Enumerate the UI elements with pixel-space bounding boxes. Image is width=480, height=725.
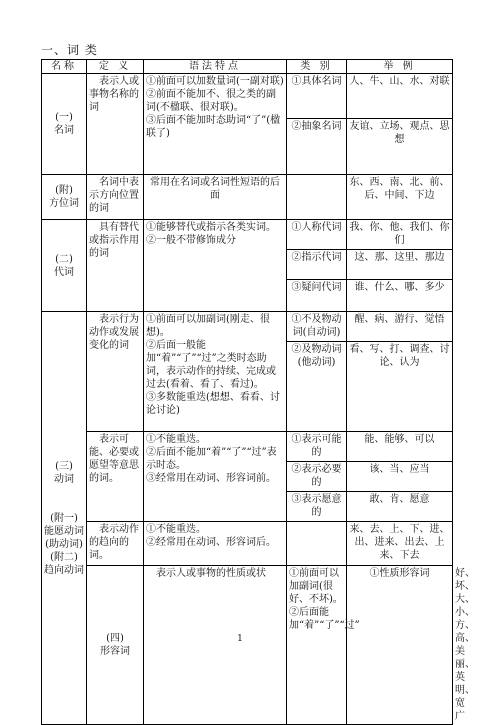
adjective-category-1: ①性质形容词: [347, 566, 453, 725]
pronoun-category-2: ②指示代词: [287, 250, 347, 280]
locative-name: (附) 方位词: [42, 175, 87, 220]
directional-definition: 表示动作的趋向的词。: [87, 522, 144, 566]
word-class-table: [41, 59, 475, 725]
page-number: 1: [237, 634, 243, 644]
modal-example-1: 能、能够、可以: [347, 432, 453, 462]
adjective-features: ①前面可以加副词(很好、不坏)。 ②后面能加“着”“了”“过”: [287, 566, 347, 725]
noun-category-2: ②抽象名词: [287, 119, 347, 175]
verb-definition: 表示行为动作或发展变化的词: [87, 312, 144, 432]
header-category: 类 别: [287, 60, 347, 74]
locative-examples: 东、西、南、北、前、后、中间、下边: [347, 175, 453, 220]
header-examples: 举 例: [347, 60, 453, 74]
verb-main-name: (三) 动词: [54, 460, 74, 485]
pronoun-category-3: ③疑问代词: [287, 280, 347, 312]
pronoun-name: (二) 代词: [42, 220, 87, 312]
verb-example-2: 看、写、打、调查、讨论、认为: [347, 342, 453, 432]
pronoun-definition: 具有替代或指示作用的词: [87, 220, 144, 312]
noun-name: (一) 名词: [42, 74, 87, 175]
pronoun-example-3: 谁、什么、哪、多少: [347, 280, 453, 312]
modal-category-3: ③表示愿意的: [287, 492, 347, 522]
noun-example-1: 人、牛、山、水、对联: [347, 74, 453, 119]
table-row: [42, 432, 453, 462]
noun-example-2: 友谊、立场、观点、思想: [347, 119, 453, 175]
verb-category-1: ①不及物动词(自动词): [287, 312, 347, 342]
verb-features: ①前面可以加副词(刚走、很想)。 ②后面一般能加“着”“了”“过”之类时态助词，表示动作的持续、完成或过去(看着、看了、看过)。 ③多数能重迭(想想、看看、讨论讨论): [144, 312, 287, 432]
directional-category: [287, 522, 347, 566]
noun-definition: 表示人或事物名称的词: [87, 74, 144, 175]
locative-features: 常用在名词或名词性短语的后面: [144, 175, 287, 220]
table-row: (四) 形容词 表示人或事物的性质或状 ①前面可以加副词(很好、不坏)。 ②后面能加“着”“了”“过” ①性质形容词 好、坏、大、小、方、高、美丽、英明、宽广: [42, 566, 453, 725]
verb-sub-name: (附一) 能愿动词 (助动词) (附二) 趋向动词: [44, 512, 84, 576]
locative-definition: 名词中表示方向位置的词: [87, 175, 144, 220]
header-row: [42, 60, 453, 74]
pronoun-example-2: 这、那、这里、那边: [347, 250, 453, 280]
header-name: 名称: [42, 60, 87, 74]
modal-example-2: 该、当、应当: [347, 462, 453, 492]
pronoun-features: ①能够替代或指示各类实词。 ②一般不带修饰成分: [144, 220, 287, 312]
modal-category-1: ①表示可能的: [287, 432, 347, 462]
modal-features: ①不能重迭。 ②后面不能加“着”“了”“过”表示时态。 ③经常用在动词、形容词前。: [144, 432, 287, 522]
header-features: 语法特点: [144, 60, 287, 74]
locative-category: [287, 175, 347, 220]
section-title: 一、词 类: [41, 43, 98, 57]
pronoun-category-1: ①人称代词: [287, 220, 347, 250]
directional-examples: 来、去、上、下、进、出、进来、出去、上来、下去: [347, 522, 453, 566]
verb-category-2: ②及物动词(他动词): [287, 342, 347, 432]
modal-category-2: ②表示必要的: [287, 462, 347, 492]
table-row: [42, 175, 453, 220]
table-row: [42, 220, 453, 250]
noun-features: ①前面可以加数量词(一副对联) ②前面不能加不、很之类的副词(不楹联、很对联)。 ③后面不能加时态助词“了”(楹联了): [144, 74, 287, 175]
noun-category-1: ①具体名词: [287, 74, 347, 119]
adjective-name: (四) 形容词: [87, 566, 144, 725]
modal-definition: 表示可能、必要或愿望等意思的词。: [87, 432, 144, 522]
modal-example-3: 敢、肯、愿意: [347, 492, 453, 522]
pronoun-example-1: 我、你、他、我们、你们: [347, 220, 453, 250]
table-row: [42, 74, 453, 119]
directional-features: ①不能重迭。 ②经常用在动词、形容词后。: [144, 522, 287, 566]
verb-name: [42, 312, 87, 725]
verb-example-1: 醒、病、游行、觉悟: [347, 312, 453, 342]
adjective-definition: 表示人或事物的性质或状: [144, 566, 287, 725]
table-row: [42, 522, 453, 566]
header-definition: 定 义: [87, 60, 144, 74]
table-row: [42, 312, 453, 342]
